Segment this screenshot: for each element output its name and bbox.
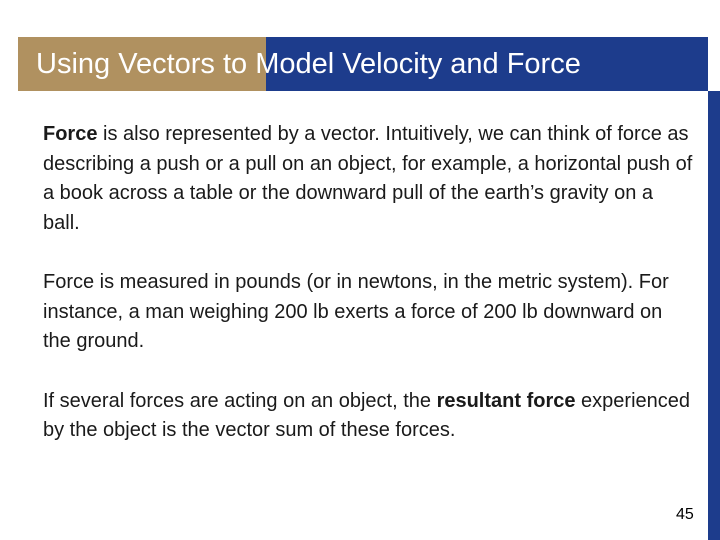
paragraph-resultant-force — [43, 387, 693, 446]
paragraph-text: If several forces are acting on an object, the — [43, 389, 437, 412]
paragraph-force-units — [43, 268, 693, 357]
page-number: 45 — [676, 506, 694, 523]
paragraph-force-definition — [43, 120, 693, 238]
slide-title: Using Vectors to Model Velocity and Force — [36, 48, 581, 80]
paragraph-text: Force is measured in pounds (or in newtons, in the metric system). For instance, a man weighing 200 lb exerts a force of 200 lb downward on the ground. — [43, 271, 669, 352]
term-force: Force — [43, 123, 98, 145]
paragraph-text: is also represented by a vector. Intuitively, we can think of force as describing a push or a pull on an object, for example, a horizontal push of a book across a table or the downward pull of the earth’s gravity on a ball. — [43, 123, 693, 234]
paragraph-text: experienced by the object is the vector sum of these forces. — [43, 389, 691, 441]
right-accent-stripe — [708, 91, 720, 540]
term-resultant-force: resultant force — [436, 389, 576, 412]
slide-body — [43, 120, 693, 476]
